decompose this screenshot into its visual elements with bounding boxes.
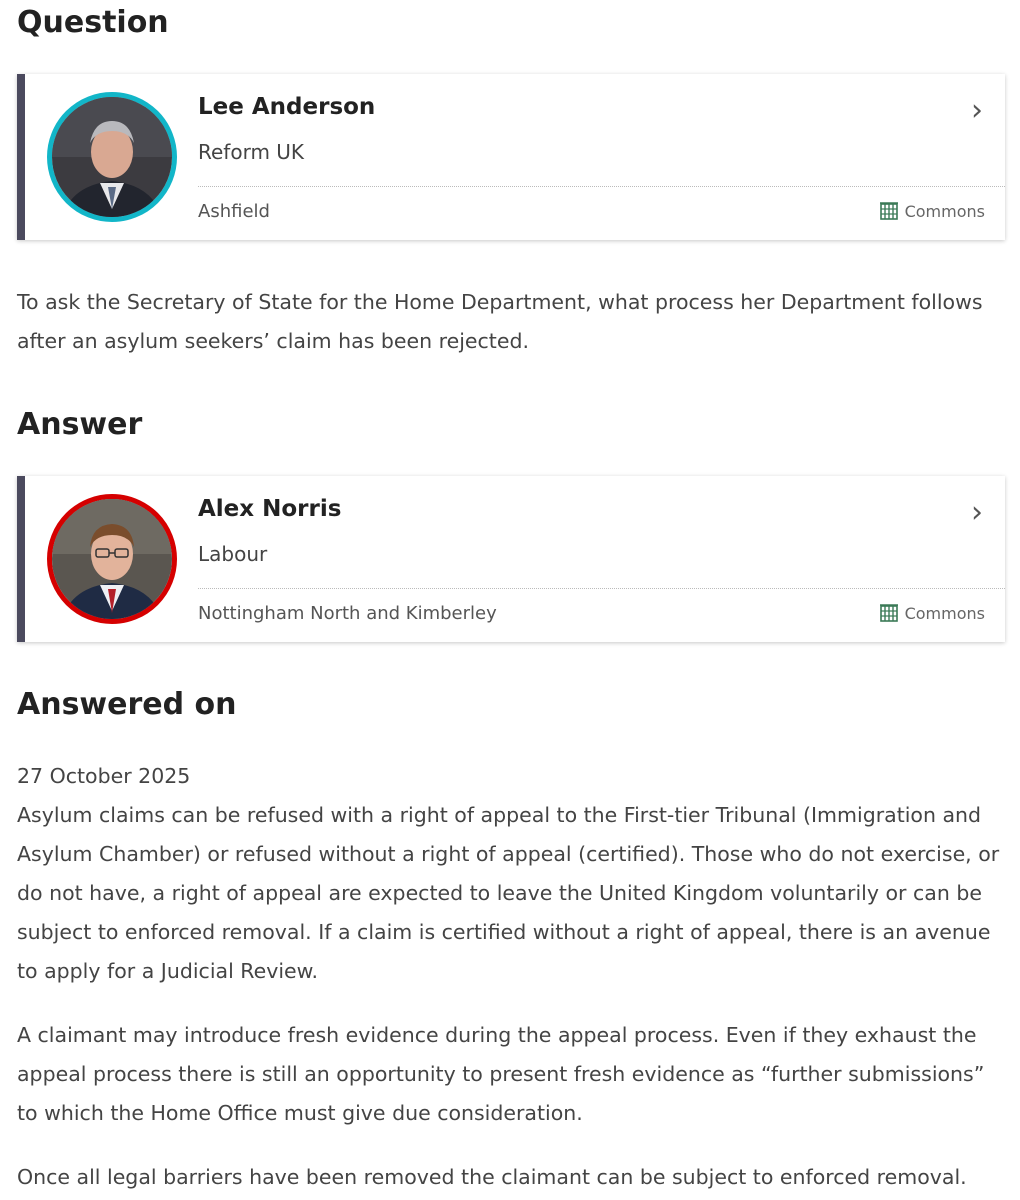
asking-member-constituency: Ashfield xyxy=(198,201,270,222)
answered-date: 27 October 2025 xyxy=(17,764,191,788)
answer-paragraph: A claimant may introduce fresh evidence during the appeal process. Even if they exhaust the appeal process there is still an opportunity to present fresh evidence as “further submissions” to which the Home Office must give due consideration. xyxy=(17,1023,985,1125)
answering-member-party: Labour xyxy=(198,542,268,566)
answering-member-house-label: Commons xyxy=(904,603,985,623)
card-divider xyxy=(198,588,1005,589)
answering-member-card[interactable] xyxy=(17,476,1005,642)
question-heading: Question xyxy=(17,5,169,40)
answer-heading: Answer xyxy=(17,407,143,442)
asking-member-card[interactable] xyxy=(17,74,1005,240)
asking-member-house-label: Commons xyxy=(904,201,985,221)
chevron-right-icon[interactable]: › xyxy=(971,93,983,128)
answering-member-avatar xyxy=(47,494,177,624)
answering-member-constituency: Nottingham North and Kimberley xyxy=(198,603,497,624)
chevron-right-icon[interactable]: › xyxy=(971,495,983,530)
asking-member-house xyxy=(879,201,985,221)
answered-on-heading: Answered on xyxy=(17,687,237,722)
asking-member-photo xyxy=(52,97,172,217)
answering-member-house xyxy=(879,603,985,623)
portcullis-icon xyxy=(879,201,899,221)
answer-paragraph: Asylum claims can be refused with a right of appeal to the First-tier Tribunal (Immigration and Asylum Chamber) or refused without a right of appeal (certified). Those who do not exercise, or do not have, a right of appeal are expected to leave the United Kingdom voluntarily or can be subject to enforced removal. If a claim is certified without a right of appeal, there is an avenue to apply for a Judicial Review. xyxy=(17,803,1000,983)
answer-paragraph: Once all legal barriers have been removed the claimant can be subject to enforced removal. xyxy=(17,1165,967,1189)
question-text: To ask the Secretary of State for the Home Department, what process her Department follows after an asylum seekers’ claim has been rejected. xyxy=(17,290,983,353)
asking-member-avatar xyxy=(47,92,177,222)
answering-member-photo xyxy=(52,499,172,619)
portcullis-icon xyxy=(879,603,899,623)
asking-member-party: Reform UK xyxy=(198,140,305,164)
card-divider xyxy=(198,186,1005,187)
answering-member-name[interactable]: Alex Norris xyxy=(198,496,342,522)
asking-member-name[interactable]: Lee Anderson xyxy=(198,94,376,120)
